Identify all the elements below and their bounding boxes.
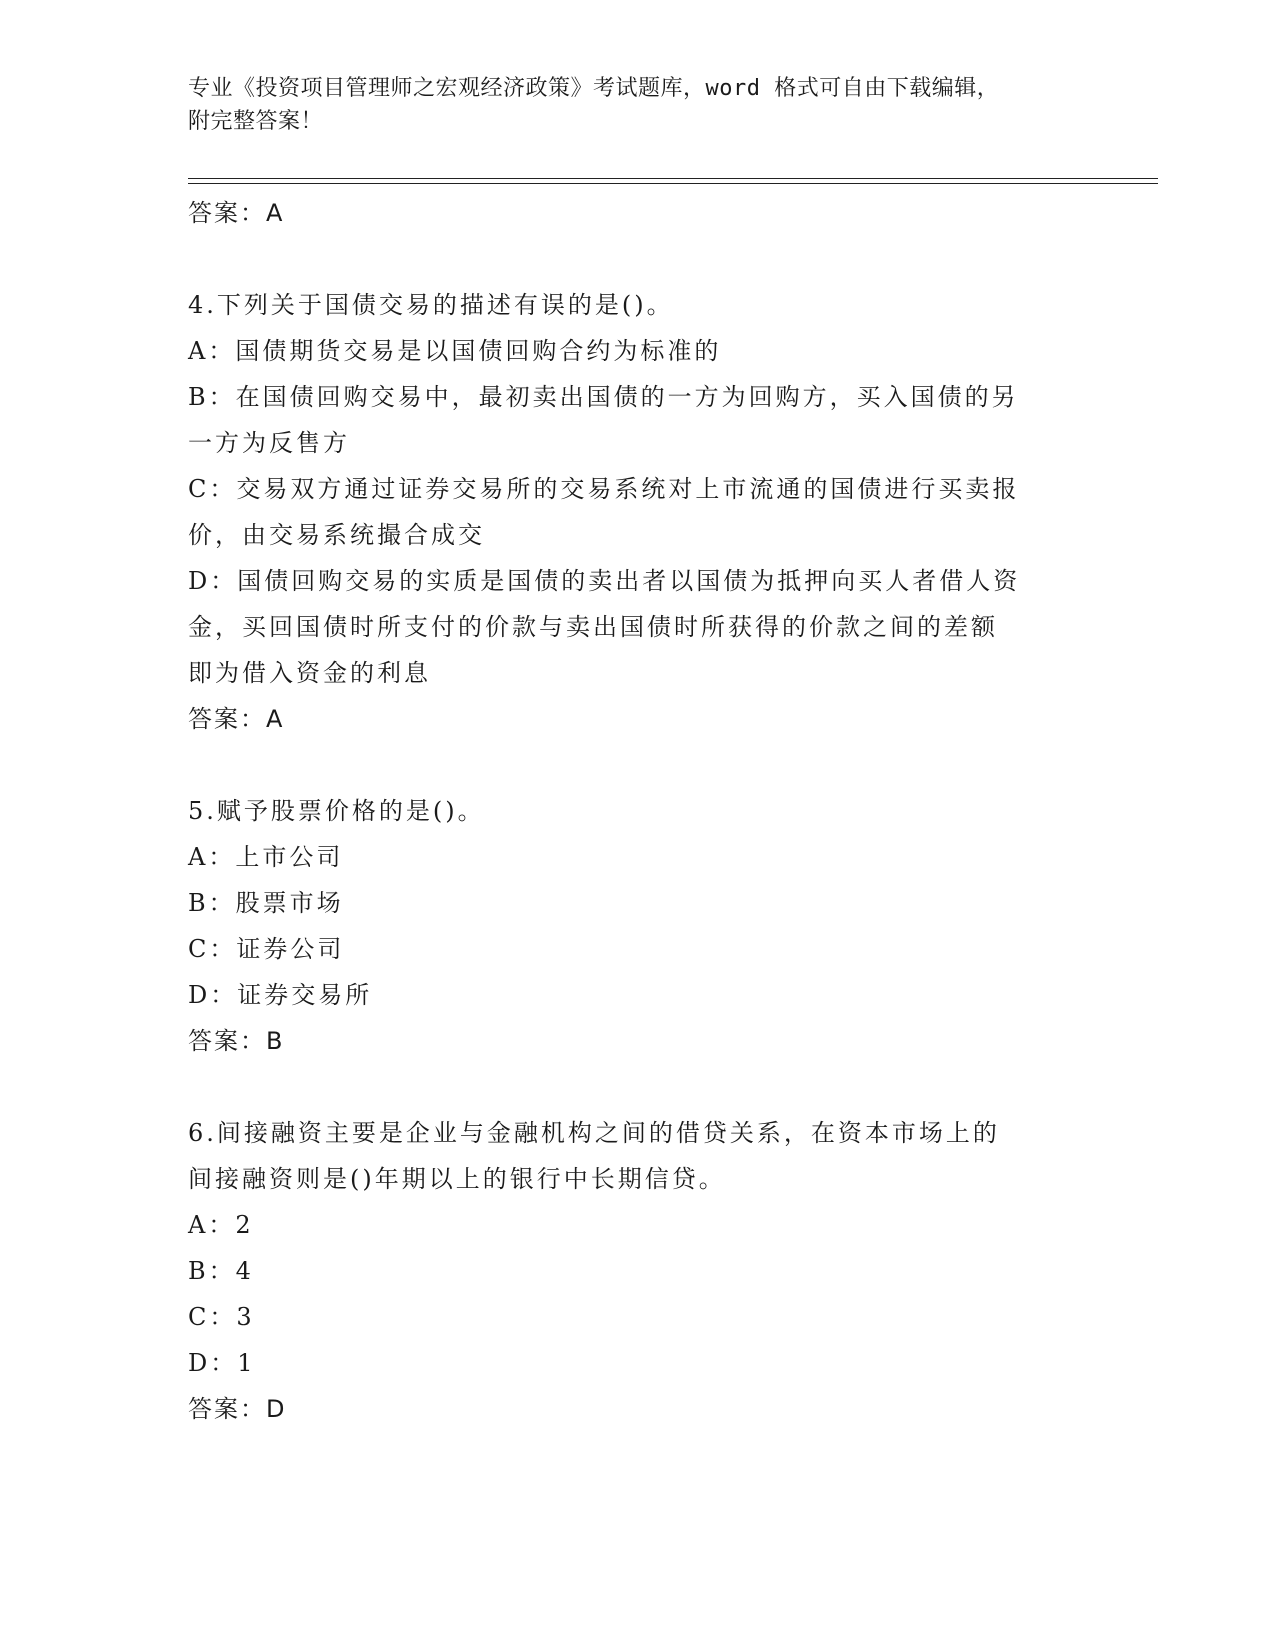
- question-block-5: [188, 788, 1088, 1064]
- answer-line: 答案：B: [188, 1027, 285, 1055]
- question-stem: 6.间接融资主要是企业与金融机构之间的借贷关系，在资本市场上的: [188, 1119, 1000, 1147]
- spacer: [188, 1064, 1088, 1110]
- header-divider-top: [188, 178, 1158, 179]
- spacer: [188, 236, 1088, 282]
- option-d: D：1: [188, 1349, 256, 1377]
- previous-answer: 答案：A: [188, 199, 285, 227]
- option-c: C：3: [188, 1303, 255, 1331]
- option-a: A：上市公司: [188, 843, 344, 871]
- header-line-1: 专业《投资项目管理师之宏观经济政策》考试题库，word 格式可自由下载编辑，: [188, 76, 1000, 101]
- question-block-4: [188, 282, 1088, 742]
- answer-line: 答案：D: [188, 1395, 287, 1423]
- question-content: [188, 190, 1088, 1432]
- question-stem: 4.下列关于国债交易的描述有误的是()。: [188, 291, 674, 319]
- option-c: C：证券公司: [188, 935, 345, 963]
- spacer: [188, 742, 1088, 788]
- option-b: B：股票市场: [188, 889, 344, 917]
- option-b-cont: 一方为反售方: [188, 429, 350, 457]
- question-stem: 5.赋予股票价格的是()。: [188, 797, 485, 825]
- answer-line: 答案：A: [188, 705, 285, 733]
- question-block-6: [188, 1110, 1088, 1432]
- option-a: A：2: [188, 1211, 254, 1239]
- option-d: D：国债回购交易的实质是国债的卖出者以国债为抵押向买人者借人资: [188, 567, 1021, 595]
- option-c-cont: 价，由交易系统撮合成交: [188, 521, 485, 549]
- header-divider-bottom: [188, 183, 1158, 184]
- header-note: [188, 72, 1088, 138]
- option-d-cont: 金，买回国债时所支付的价款与卖出国债时所获得的价款之间的差额: [188, 613, 998, 641]
- header-line-2: 附完整答案！: [188, 109, 324, 134]
- option-d-cont: 即为借入资金的利息: [188, 659, 431, 687]
- option-d: D：证券交易所: [188, 981, 373, 1009]
- option-b: B：在国债回购交易中，最初卖出国债的一方为回购方，买入国债的另: [188, 383, 1019, 411]
- option-b: B：4: [188, 1257, 254, 1285]
- question-stem-cont: 间接融资则是()年期以上的银行中长期信贷。: [188, 1165, 726, 1193]
- option-a: A：国债期货交易是以国债回购合约为标准的: [188, 337, 722, 365]
- option-c: C：交易双方通过证券交易所的交易系统对上市流通的国债进行买卖报: [188, 475, 1020, 503]
